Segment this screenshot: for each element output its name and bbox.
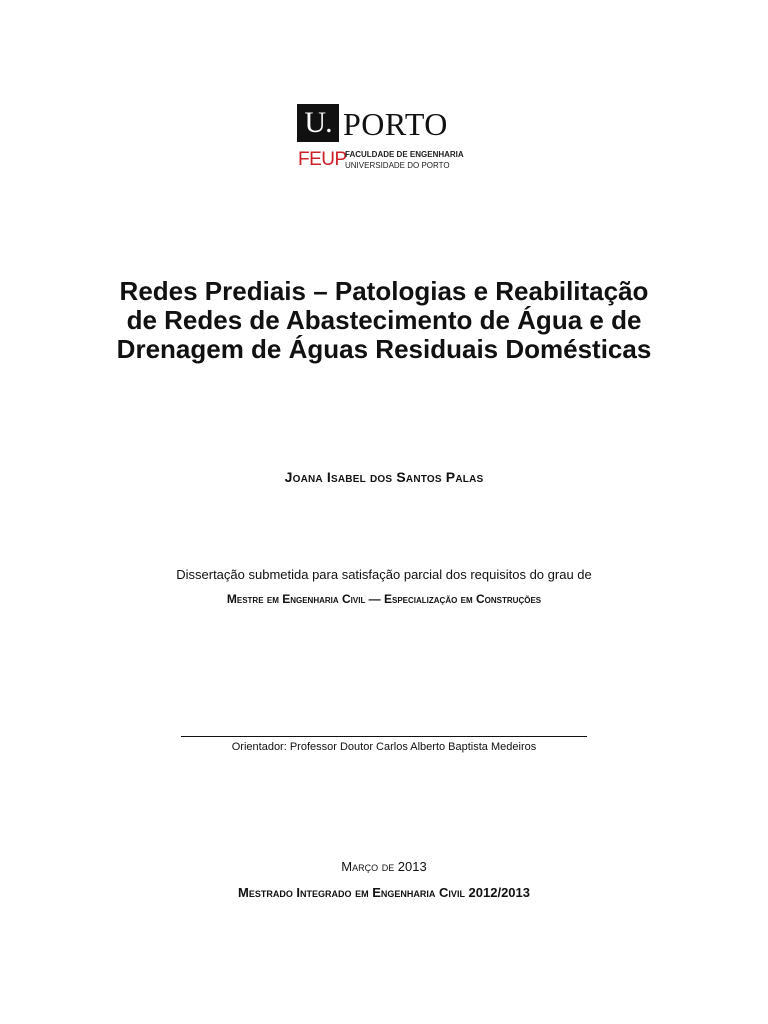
logo-university-name: UNIVERSIDADE DO PORTO (345, 161, 450, 170)
title-line-1: Redes Prediais – Patologias e Reabilitação (119, 276, 649, 306)
author-name: Joana Isabel dos Santos Palas (284, 469, 484, 485)
logo-porto-wordmark: PORTO (343, 106, 448, 142)
advisor-line: Orientador: Professor Doutor Carlos Alberto Baptista Medeiros (231, 741, 537, 753)
advisor-divider (181, 736, 587, 737)
submission-statement: Dissertação submetida para satisfação parcial dos requisitos do grau de (176, 567, 592, 582)
logo-u-mark: U. (297, 104, 339, 142)
logo-faculty-name: FACULDADE DE ENGENHARIA (345, 150, 464, 159)
submission-date: Março de 2013 (341, 859, 427, 874)
program-name: Mestrado Integrado em Engenharia Civil 2012/2013 (237, 885, 530, 900)
title-line-3: Drenagem de Águas Residuais Domésticas (116, 334, 652, 364)
degree-name: Mestre em Engenharia Civil — Especialização em Construções (226, 592, 542, 606)
university-logo (297, 104, 477, 174)
title-line-2: de Redes de Abastecimento de Água e de (126, 305, 642, 335)
document-title (84, 277, 684, 364)
logo-feup-wordmark: FEUP (298, 149, 347, 170)
